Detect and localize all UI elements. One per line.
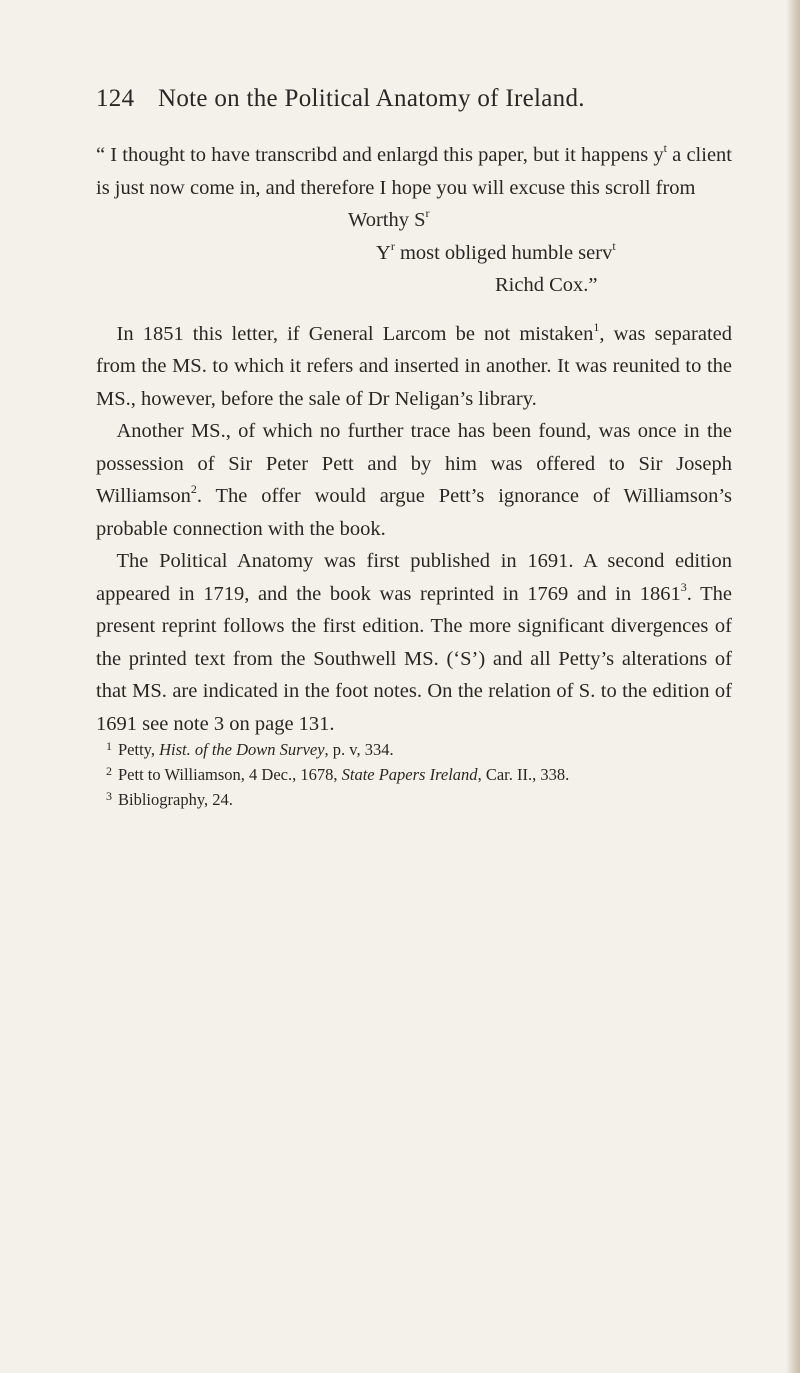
footnote-ref: 2	[190, 482, 197, 497]
footnote-italic: Hist. of the Down Survey	[159, 740, 325, 759]
paragraph-1	[96, 318, 732, 416]
letter-salutation	[96, 204, 732, 237]
footnote-3	[106, 788, 736, 813]
paragraph-text: . The present reprint follows the first edition. The more significant divergences of the printed text from the Southwell MS. (‘S’) and all Petty’s alterations of that MS. are indicated in the foot notes. On the relation of S. to the edition of 1691 see note 3 on page 131.	[96, 582, 732, 735]
footnote-mark: 3	[106, 789, 112, 803]
footnote-ref: 1	[593, 319, 600, 334]
letter-signature: Richd Cox.”	[495, 274, 598, 296]
superscript: r	[390, 238, 395, 253]
footnote-text: , p. v, 334.	[324, 740, 394, 759]
paragraph-text: In 1851 this letter, if General Larcom be not mistaken	[116, 322, 594, 345]
running-title: Note on the Political Anatomy of Ireland.	[158, 85, 585, 112]
footnote-text: Bibliography, 24.	[118, 790, 233, 809]
paragraph-text: , was separated from the MS. to which it refers and inserted in another. It was reunited to the MS., however, before the sale of Dr Neligan’s library.	[96, 322, 732, 410]
body-text	[96, 139, 732, 740]
superscript: t	[612, 238, 616, 253]
footnote-italic: State Papers Ireland	[341, 765, 478, 784]
paragraph-3	[96, 545, 732, 740]
page-number: 124	[96, 85, 135, 112]
letter-line: a client is just now come in, and therefore I hope you will excuse this scroll from	[96, 144, 732, 199]
footnotes	[106, 738, 736, 813]
paragraph-2	[96, 415, 732, 545]
footnote-text: Pett to Williamson, 4 Dec., 1678,	[118, 765, 342, 784]
letter-line: “ I thought to have transcribd and enlargd this paper, but it happens y	[96, 144, 664, 166]
footnote-ref: 3	[680, 579, 687, 594]
salutation-text: Worthy S	[348, 209, 426, 231]
footnote-text: Petty,	[118, 740, 160, 759]
paragraph-text: The Political Anatomy was first published in 1691. A second edition appeared in 1719, and the book was reprinted in 1769 and in 1861	[96, 550, 732, 605]
footnote-mark: 2	[106, 764, 112, 778]
footnote-mark: 1	[106, 739, 112, 753]
paragraph-text: . The offer would argue Pett’s ignorance of Williamson’s probable connection with the book.	[96, 485, 732, 540]
superscript: r	[425, 206, 430, 221]
page-edge-shadow	[786, 0, 800, 1373]
letter-text	[96, 139, 732, 204]
footnote-1	[106, 738, 736, 763]
paragraph-text: Another MS., of which no further trace has been found, was once in the possession of Sir Peter Pett and by him was offered to Sir Joseph Williamson	[96, 420, 732, 507]
footnote-text: , Car. II., 338.	[477, 765, 570, 784]
letter-closing	[96, 237, 732, 270]
closing-text: Y	[376, 241, 391, 264]
running-header	[96, 85, 736, 113]
closing-text: most obliged humble serv	[394, 241, 613, 264]
superscript: t	[663, 141, 667, 156]
footnote-2	[106, 763, 736, 788]
